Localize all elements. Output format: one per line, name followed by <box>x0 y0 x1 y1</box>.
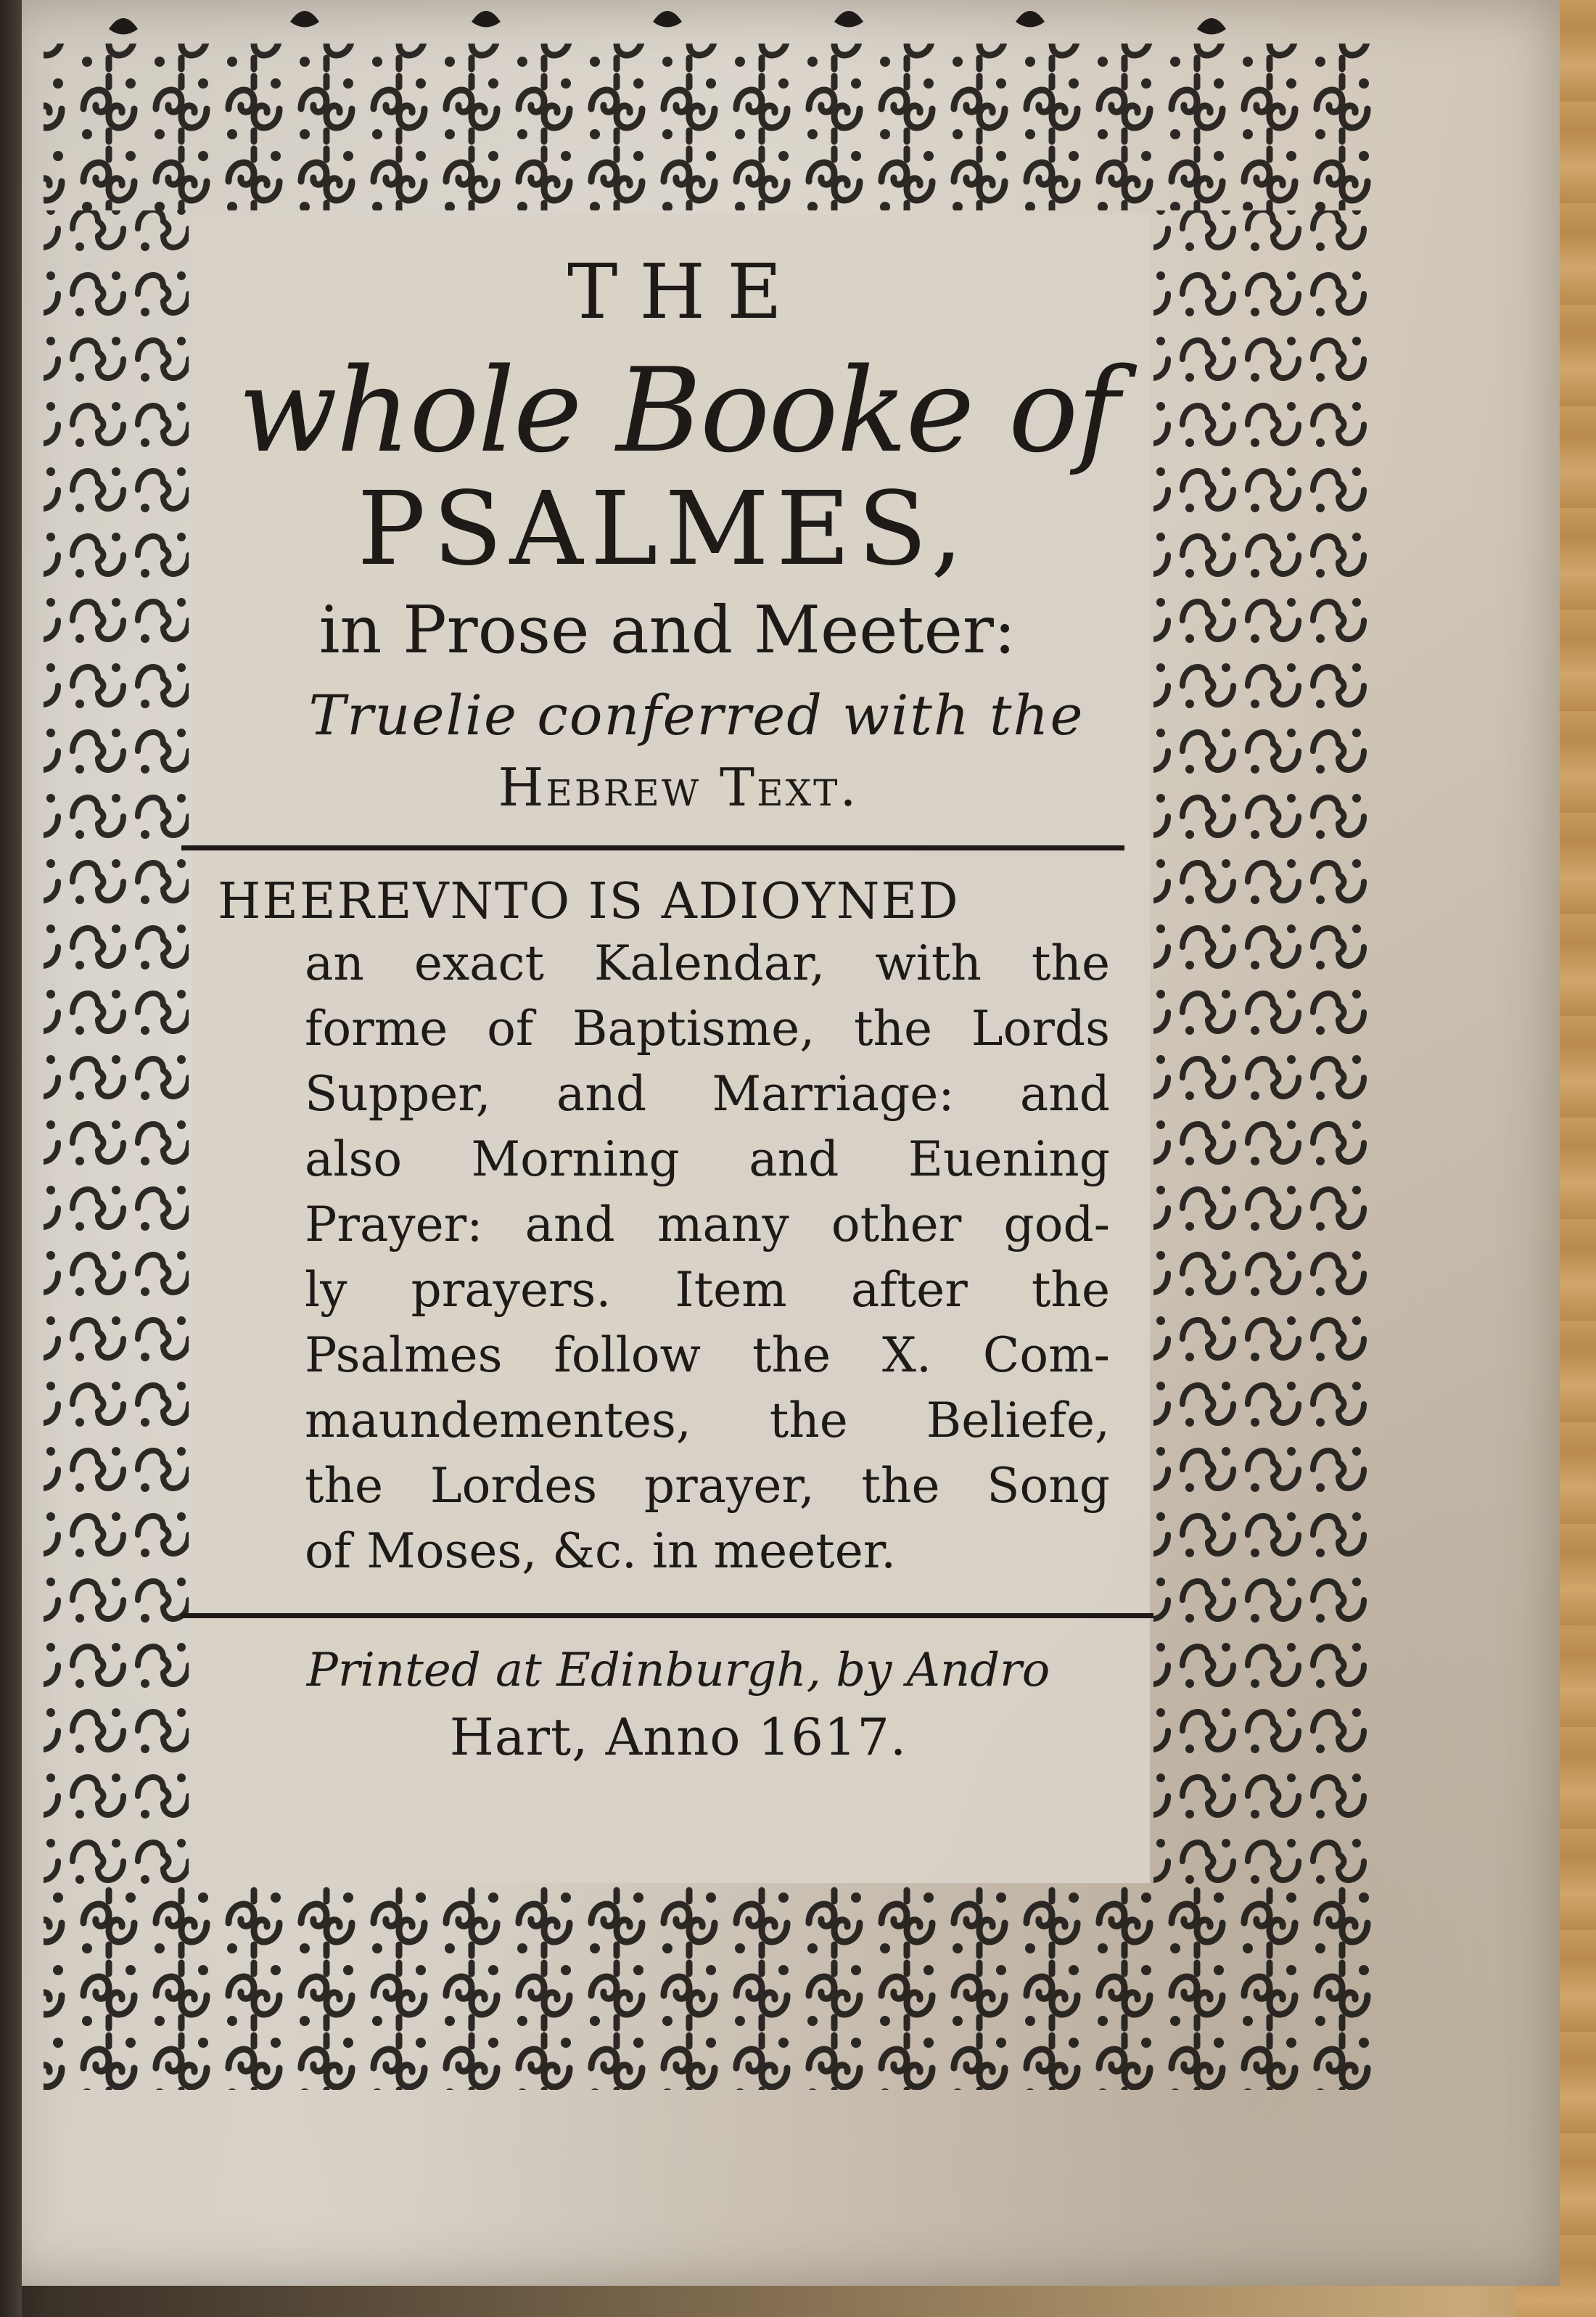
contents-line: of Moses, &c. in meeter. <box>305 1523 897 1580</box>
contents-body <box>305 931 1110 1584</box>
title-whole-booke: whole Booke of <box>238 343 1119 478</box>
divider-rule <box>181 1613 1153 1618</box>
contents-line: an exact Kalendar, with the <box>305 935 1110 992</box>
imprint-line-2: Hart, Anno 1617. <box>449 1707 908 1768</box>
contents-line: forme of Baptisme, the Lords <box>305 1001 1110 1057</box>
title-prose-meeter: in Prose and Meeter: <box>318 592 1016 668</box>
title-the: THE <box>567 247 804 336</box>
contents-line: also Morning and Euening <box>305 1131 1110 1188</box>
contents-line: maundementes, the Beliefe, <box>305 1393 1110 1449</box>
contents-line: Supper, and Marriage: and <box>305 1066 1110 1123</box>
title-psalmes: PSALMES, <box>357 470 971 589</box>
contents-heading: HEEREVNTO IS ADIOYNED <box>218 872 960 930</box>
title-text <box>196 218 1161 1771</box>
contents-line: Psalmes follow the X. Com- <box>305 1327 1110 1384</box>
contents-line: Prayer: and many other god- <box>305 1197 1110 1253</box>
title-truelie: Truelie conferred with the <box>308 683 1085 747</box>
title-hebrew-text: Hebrew Text. <box>498 756 859 818</box>
contents-line: ly prayers. Item after the <box>305 1262 1110 1319</box>
contents-line: the Lordes prayer, the Song <box>305 1458 1110 1514</box>
divider-rule <box>181 845 1124 850</box>
book-spine <box>0 0 22 2317</box>
imprint-line-1: Printed at Edinburgh, by Andro <box>306 1644 1050 1698</box>
